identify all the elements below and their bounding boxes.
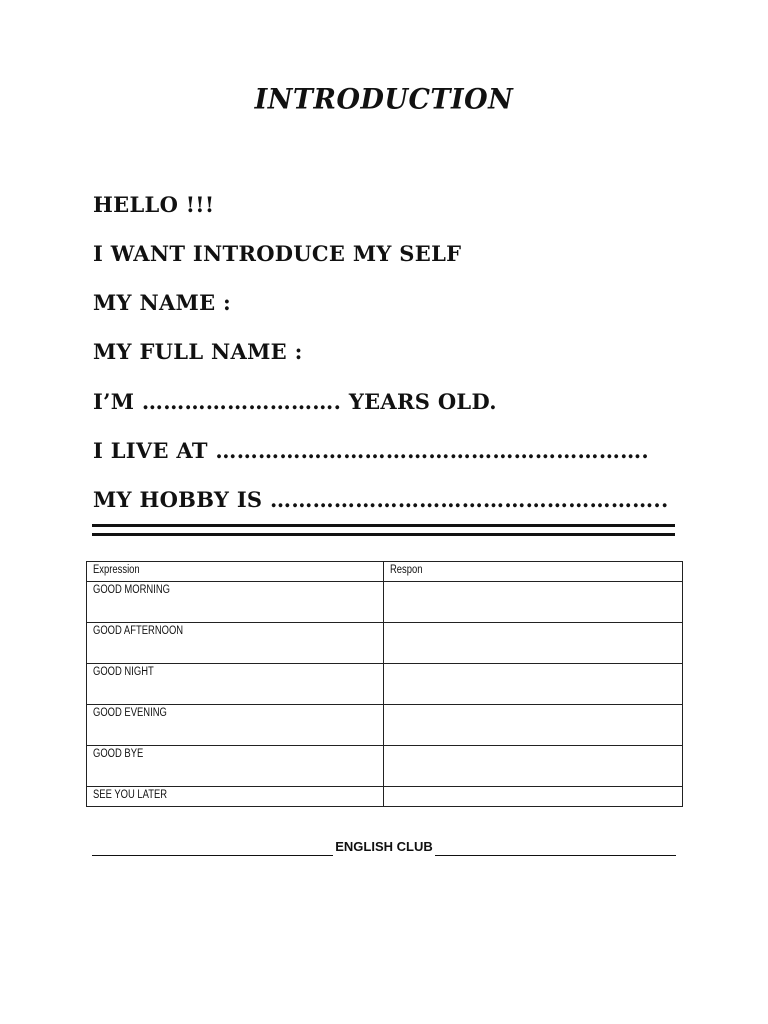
- divider-rule-bottom: [92, 533, 675, 536]
- table-row: [87, 705, 683, 746]
- divider-rule-top: [92, 524, 675, 527]
- expression-cell: GOOD NIGHT: [87, 664, 384, 705]
- table-row: [87, 664, 683, 705]
- name-line: MY NAME :: [93, 290, 232, 315]
- respon-cell: [384, 623, 683, 664]
- respon-cell: [384, 746, 683, 787]
- table-row: [87, 582, 683, 623]
- table-row: [87, 787, 683, 807]
- expression-cell: SEE YOU LATER: [87, 787, 384, 807]
- expression-cell: GOOD MORNING: [87, 582, 384, 623]
- age-line: I’M ………………………. YEARS OLD.: [93, 389, 497, 414]
- footer-line-right: [435, 840, 676, 856]
- respon-cell: [384, 787, 683, 807]
- expression-cell: GOOD AFTERNOON: [87, 623, 384, 664]
- table-row: [87, 746, 683, 787]
- full-name-line: MY FULL NAME :: [93, 339, 303, 364]
- page-title: INTRODUCTION: [254, 83, 514, 116]
- respon-cell: [384, 664, 683, 705]
- table-header-row: [87, 562, 683, 582]
- table-row: [87, 623, 683, 664]
- footer-line-left: [92, 840, 333, 856]
- hobby-line: MY HOBBY IS ………………………………………………..: [93, 487, 669, 512]
- respon-cell: [384, 705, 683, 746]
- expression-table: [86, 561, 683, 807]
- expression-cell: GOOD BYE: [87, 746, 384, 787]
- expression-cell: GOOD EVENING: [87, 705, 384, 746]
- respon-cell: [384, 582, 683, 623]
- footer: [92, 838, 676, 856]
- header-expression: Expression: [87, 562, 384, 582]
- footer-club-name: ENGLISH CLUB: [335, 839, 433, 854]
- header-respon: Respon: [384, 562, 683, 582]
- introduce-line: I WANT INTRODUCE MY SELF: [93, 241, 462, 266]
- greeting-line: HELLO !!!: [93, 192, 215, 217]
- address-line: I LIVE AT …………………………………………………….: [93, 438, 650, 463]
